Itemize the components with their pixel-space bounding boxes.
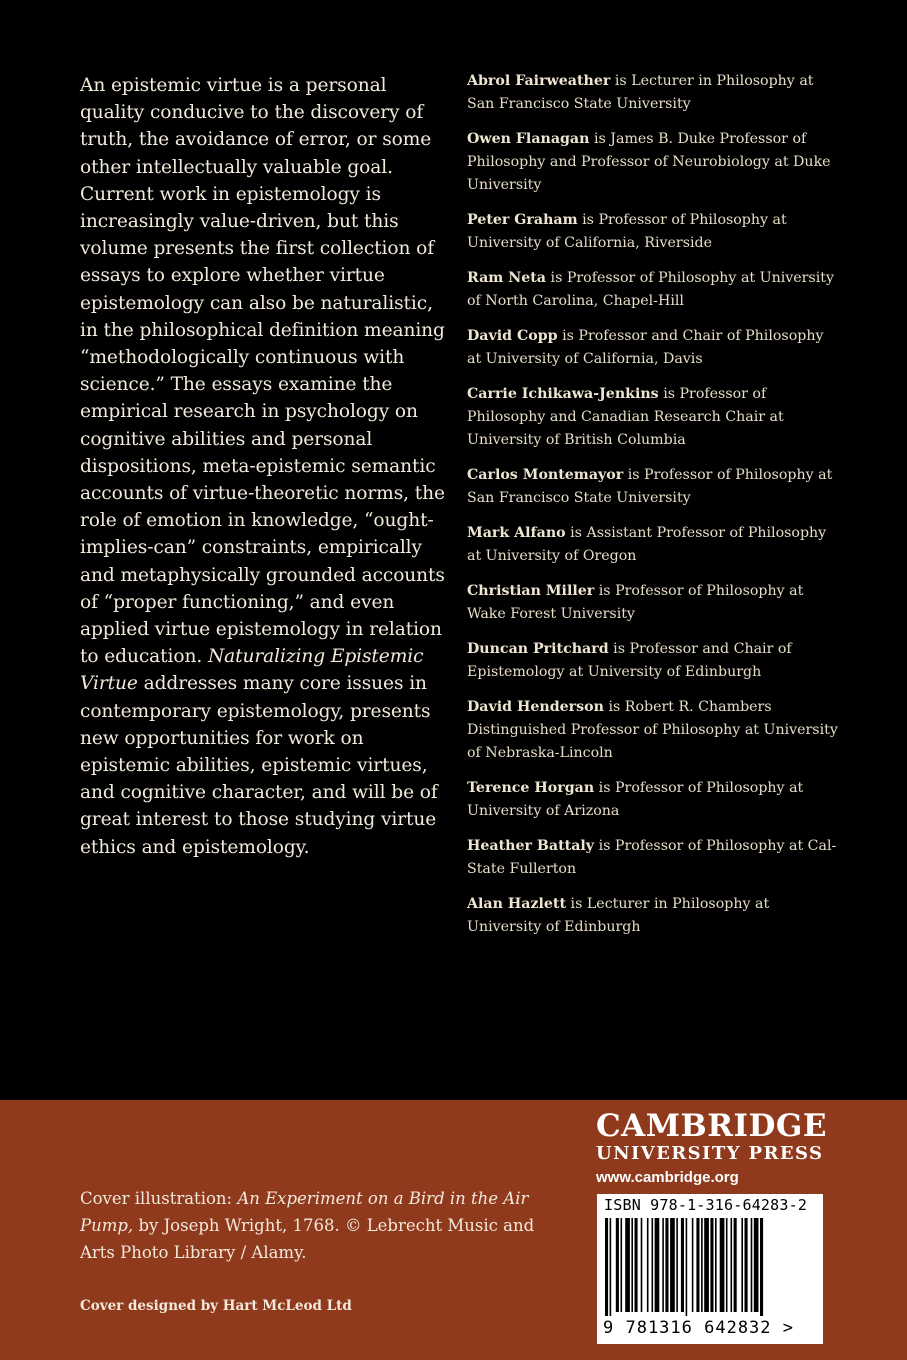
contributor-item xyxy=(467,267,842,313)
book-description xyxy=(80,72,450,861)
barcode-bar xyxy=(676,1218,678,1312)
lower-panel xyxy=(0,1100,907,1360)
contributor-desc: is Robert R. Chambers Distinguished Professor of Philosophy at University of Nebraska-Lincoln xyxy=(467,699,838,761)
barcode-bar xyxy=(704,1218,709,1312)
contributor-name: Christian Miller xyxy=(467,583,595,599)
contributor-item xyxy=(467,325,842,371)
credit-prefix: Cover illustration: xyxy=(80,1189,233,1208)
barcode-bar xyxy=(731,1218,733,1312)
barcode-bar xyxy=(670,1218,675,1312)
artwork-title: An Experiment on a Bird in the Air Pump, xyxy=(80,1189,529,1235)
barcode-bar xyxy=(686,1218,688,1316)
contributor-name: Abrol Fairweather xyxy=(467,73,611,89)
barcode-bar xyxy=(655,1218,660,1312)
credit-details: by Joseph Wright, 1768. © Lebrecht Music and Arts Photo Library / Alamy. xyxy=(80,1216,535,1262)
barcode-bar xyxy=(754,1218,759,1312)
contributor-list xyxy=(467,70,842,951)
contributor-desc: is Professor of Philosophy and Canadian Research Chair at University of British Columbia xyxy=(467,386,784,448)
contributor-desc: is Professor of Philosophy at University of California, Riverside xyxy=(467,212,787,251)
publisher-press: UNIVERSITY PRESS xyxy=(596,1143,824,1164)
barcode-bar xyxy=(681,1218,684,1312)
barcode-bar xyxy=(734,1218,737,1312)
barcode-bar xyxy=(726,1218,728,1312)
publisher-url: www.cambridge.org xyxy=(596,1169,739,1186)
contributor-name: Carlos Montemayor xyxy=(467,467,624,483)
barcode-bar xyxy=(760,1218,763,1316)
isbn-barcode xyxy=(597,1194,823,1344)
barcode-bar xyxy=(692,1218,694,1312)
barcode-icon xyxy=(603,1218,817,1316)
barcode-bar xyxy=(635,1218,638,1312)
barcode-bar xyxy=(641,1218,643,1312)
barcode-bar xyxy=(745,1218,748,1312)
book-title: Naturalizing Epistemic Virtue xyxy=(80,646,424,695)
contributor-desc: is Assistant Professor of Philosophy at University of Oregon xyxy=(467,525,827,564)
contributor-desc: is Lecturer in Philosophy at University of Edinburgh xyxy=(467,896,770,935)
contributor-item xyxy=(467,209,842,255)
contributor-name: Mark Alfano xyxy=(467,525,566,541)
contributor-desc: is Professor of Philosophy at University of Arizona xyxy=(467,780,804,819)
contributor-item xyxy=(467,835,842,881)
description-text-cont: addresses many core issues in contemporary epistemology, presents new opportunities for work on epistemic abilities, epistemic virtues, and cognitive character, and will be of great interest to those studying virtue ethics and epistemology. xyxy=(80,673,438,858)
description-text: An epistemic virtue is a personal quality conducive to the discovery of truth, the avoidance of error, or some other intellectually valuable goal. Current work in epistemology is increasingly value-driven, but this volume presents the first collection of essays to explore whether virtue epistemology can also be naturalistic, in the philosophical definition meaning “methodologically continuous with science.” The essays examine the empirical research in psychology on cognitive abilities and personal dispositions, meta-epistemic semantic accounts of virtue-theoretic norms, the role of emotion in knowledge, “ought-implies-can” constraints, empirically and metaphysically grounded accounts of “proper functioning,” and even applied virtue epistemology in relation to education. xyxy=(80,75,445,668)
contributor-name: Heather Battaly xyxy=(467,838,595,854)
contributor-item xyxy=(467,128,842,197)
contributor-desc: is Professor of Philosophy at San Francisco State University xyxy=(467,467,833,506)
contributor-name: Peter Graham xyxy=(467,212,578,228)
isbn-text: ISBN 978-1-316-64283-2 xyxy=(604,1196,808,1214)
contributor-name: Alan Hazlett xyxy=(467,896,567,912)
contributor-item xyxy=(467,777,842,823)
barcode-bar xyxy=(741,1218,743,1312)
contributor-name: Owen Flanagan xyxy=(467,131,590,147)
contributor-desc: is Professor and Chair of Epistemology at University of Edinburgh xyxy=(467,641,792,680)
barcode-bar xyxy=(701,1218,703,1312)
contributor-name: Duncan Pritchard xyxy=(467,641,609,657)
contributor-item xyxy=(467,383,842,452)
contributor-name: Carrie Ichikawa-Jenkins xyxy=(467,386,659,402)
contributor-desc: is Professor of Philosophy at Cal-State Fullerton xyxy=(467,838,837,877)
contributor-name: David Henderson xyxy=(467,699,604,715)
contributor-item xyxy=(467,696,842,765)
contributor-item xyxy=(467,580,842,626)
barcode-bar xyxy=(647,1218,649,1312)
barcode-bar xyxy=(621,1218,623,1312)
barcode-bar xyxy=(715,1218,717,1312)
contributor-name: Terence Horgan xyxy=(467,780,595,796)
barcode-bar xyxy=(625,1218,630,1312)
barcode-number: 9 781316 642832 > xyxy=(603,1318,794,1338)
barcode-bar xyxy=(610,1218,612,1316)
publisher-name: CAMBRIDGE xyxy=(596,1108,827,1144)
cover-credit xyxy=(80,1185,550,1266)
contributor-item xyxy=(467,893,842,939)
contributor-item xyxy=(467,522,842,568)
contributor-item xyxy=(467,638,842,684)
publisher-logo xyxy=(596,1108,826,1189)
barcode-bar xyxy=(720,1218,725,1312)
contributor-desc: is Professor and Chair of Philosophy at University of California, Davis xyxy=(467,328,824,367)
contributor-desc: is Professor of Philosophy at Wake Forest University xyxy=(467,583,804,622)
barcode-bar xyxy=(665,1218,668,1312)
contributor-name: David Copp xyxy=(467,328,558,344)
contributor-item xyxy=(467,464,842,510)
contributor-item xyxy=(467,70,842,116)
cover-designer: Cover designed by Hart McLeod Ltd xyxy=(80,1298,352,1314)
barcode-bar xyxy=(631,1218,633,1312)
contributor-desc: is James B. Duke Professor of Philosophy and Professor of Neurobiology at Duke University xyxy=(467,131,831,193)
barcode-bar xyxy=(605,1218,608,1316)
barcode-bar xyxy=(751,1218,753,1312)
barcode-bar xyxy=(616,1218,619,1312)
barcode-bar xyxy=(652,1218,654,1312)
contributor-name: Ram Neta xyxy=(467,270,547,286)
contributor-desc: is Professor of Philosophy at University of North Carolina, Chapel-Hill xyxy=(467,270,834,309)
barcode-bar xyxy=(710,1218,713,1312)
barcode-bar xyxy=(696,1218,699,1312)
barcode-bar xyxy=(662,1218,664,1312)
contributor-desc: is Lecturer in Philosophy at San Francisco State University xyxy=(467,73,814,112)
